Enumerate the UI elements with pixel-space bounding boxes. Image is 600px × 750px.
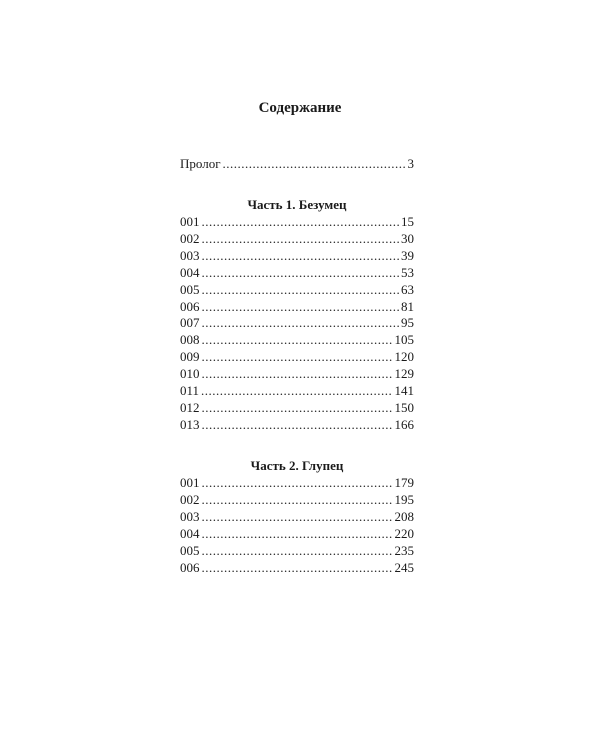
toc-entry — [180, 349, 414, 365]
page-title: Содержание — [258, 100, 342, 116]
dot-leader — [202, 349, 393, 365]
toc-entry — [180, 214, 414, 230]
toc-entry — [180, 248, 414, 264]
toc-entry-page: 105 — [394, 332, 414, 348]
toc-entry-label: 001 — [180, 475, 200, 490]
toc-entry-label: 010 — [180, 366, 200, 382]
toc-entry-label: Пролог — [180, 156, 221, 171]
toc-entry — [180, 383, 414, 399]
toc-entry — [180, 492, 414, 508]
toc-entry-label: 007 — [180, 315, 200, 331]
dot-leader — [202, 231, 400, 247]
toc-entry-page: 95 — [401, 315, 414, 331]
dot-leader — [202, 417, 393, 433]
toc-entry-label: 006 — [180, 298, 200, 314]
dot-leader — [202, 560, 393, 576]
toc-entry-label: 013 — [180, 416, 200, 432]
dot-leader — [202, 282, 400, 298]
toc-entry-label: 012 — [180, 399, 200, 415]
toc-entry — [180, 282, 414, 298]
dot-leader — [202, 248, 400, 264]
toc-entry-page: 235 — [394, 542, 414, 558]
dot-leader — [202, 509, 393, 525]
toc-entry-label: 006 — [180, 559, 200, 575]
toc-entry — [180, 265, 414, 281]
toc-entry-page: 15 — [401, 214, 414, 229]
toc-entry-label: 011 — [180, 383, 200, 398]
dot-leader — [202, 543, 393, 559]
dot-leader — [202, 400, 393, 416]
dot-leader — [202, 492, 393, 508]
toc-entry-page: 179 — [394, 475, 414, 490]
toc-entry-label: 003 — [180, 508, 200, 524]
toc-entry — [180, 332, 414, 348]
toc-entry-page: 245 — [394, 559, 414, 575]
toc-entry — [180, 543, 414, 559]
dot-leader — [201, 383, 392, 399]
toc-entry-page: 81 — [401, 298, 414, 314]
toc-entry-label: 005 — [180, 542, 200, 558]
part-2-title: Часть 2. Глупец — [250, 458, 344, 473]
toc-entry — [180, 475, 414, 491]
dot-leader — [202, 475, 393, 491]
toc-entry-page: 63 — [401, 281, 414, 297]
dot-leader — [202, 299, 400, 315]
dot-leader — [202, 332, 393, 348]
dot-leader — [202, 315, 400, 331]
toc-entry — [180, 366, 414, 382]
toc-entry-label: 003 — [180, 247, 200, 263]
toc-entry — [180, 315, 414, 331]
toc-entry-label: 001 — [180, 214, 200, 229]
dot-leader — [202, 214, 400, 230]
dot-leader — [223, 156, 406, 172]
toc-entry-label: 004 — [180, 264, 200, 280]
toc-entry — [180, 509, 414, 525]
toc-entry — [180, 526, 414, 542]
toc-entry-page: 30 — [401, 230, 414, 246]
toc-entry — [180, 231, 414, 247]
toc-entry-label: 009 — [180, 349, 200, 365]
toc-entry-label: 004 — [180, 525, 200, 541]
dot-leader — [202, 526, 393, 542]
toc-entry-page: 39 — [401, 247, 414, 263]
toc-entry — [180, 560, 414, 576]
toc-entry-page: 141 — [394, 383, 414, 398]
toc-entry-page: 220 — [394, 525, 414, 541]
toc-entry-label: 002 — [180, 230, 200, 246]
toc-entry-prologue — [180, 156, 414, 172]
toc-entry-page: 208 — [394, 508, 414, 524]
toc-entry-page: 53 — [401, 264, 414, 280]
part-1-title: Часть 1. Безумец — [247, 197, 347, 212]
toc-entry-page: 166 — [394, 416, 414, 432]
toc-entry — [180, 417, 414, 433]
dot-leader — [202, 366, 393, 382]
toc-entry-page: 129 — [394, 366, 414, 382]
toc-entry — [180, 299, 414, 315]
toc-entry-label: 002 — [180, 491, 200, 507]
toc-entry-page: 195 — [394, 491, 414, 507]
toc-entry-label: 005 — [180, 281, 200, 297]
toc-entry-page: 3 — [407, 156, 414, 171]
dot-leader — [202, 265, 400, 281]
toc-entry-page: 120 — [394, 349, 414, 365]
toc-entry-page: 150 — [394, 399, 414, 415]
toc-entry — [180, 400, 414, 416]
toc-entry-label: 008 — [180, 332, 200, 348]
